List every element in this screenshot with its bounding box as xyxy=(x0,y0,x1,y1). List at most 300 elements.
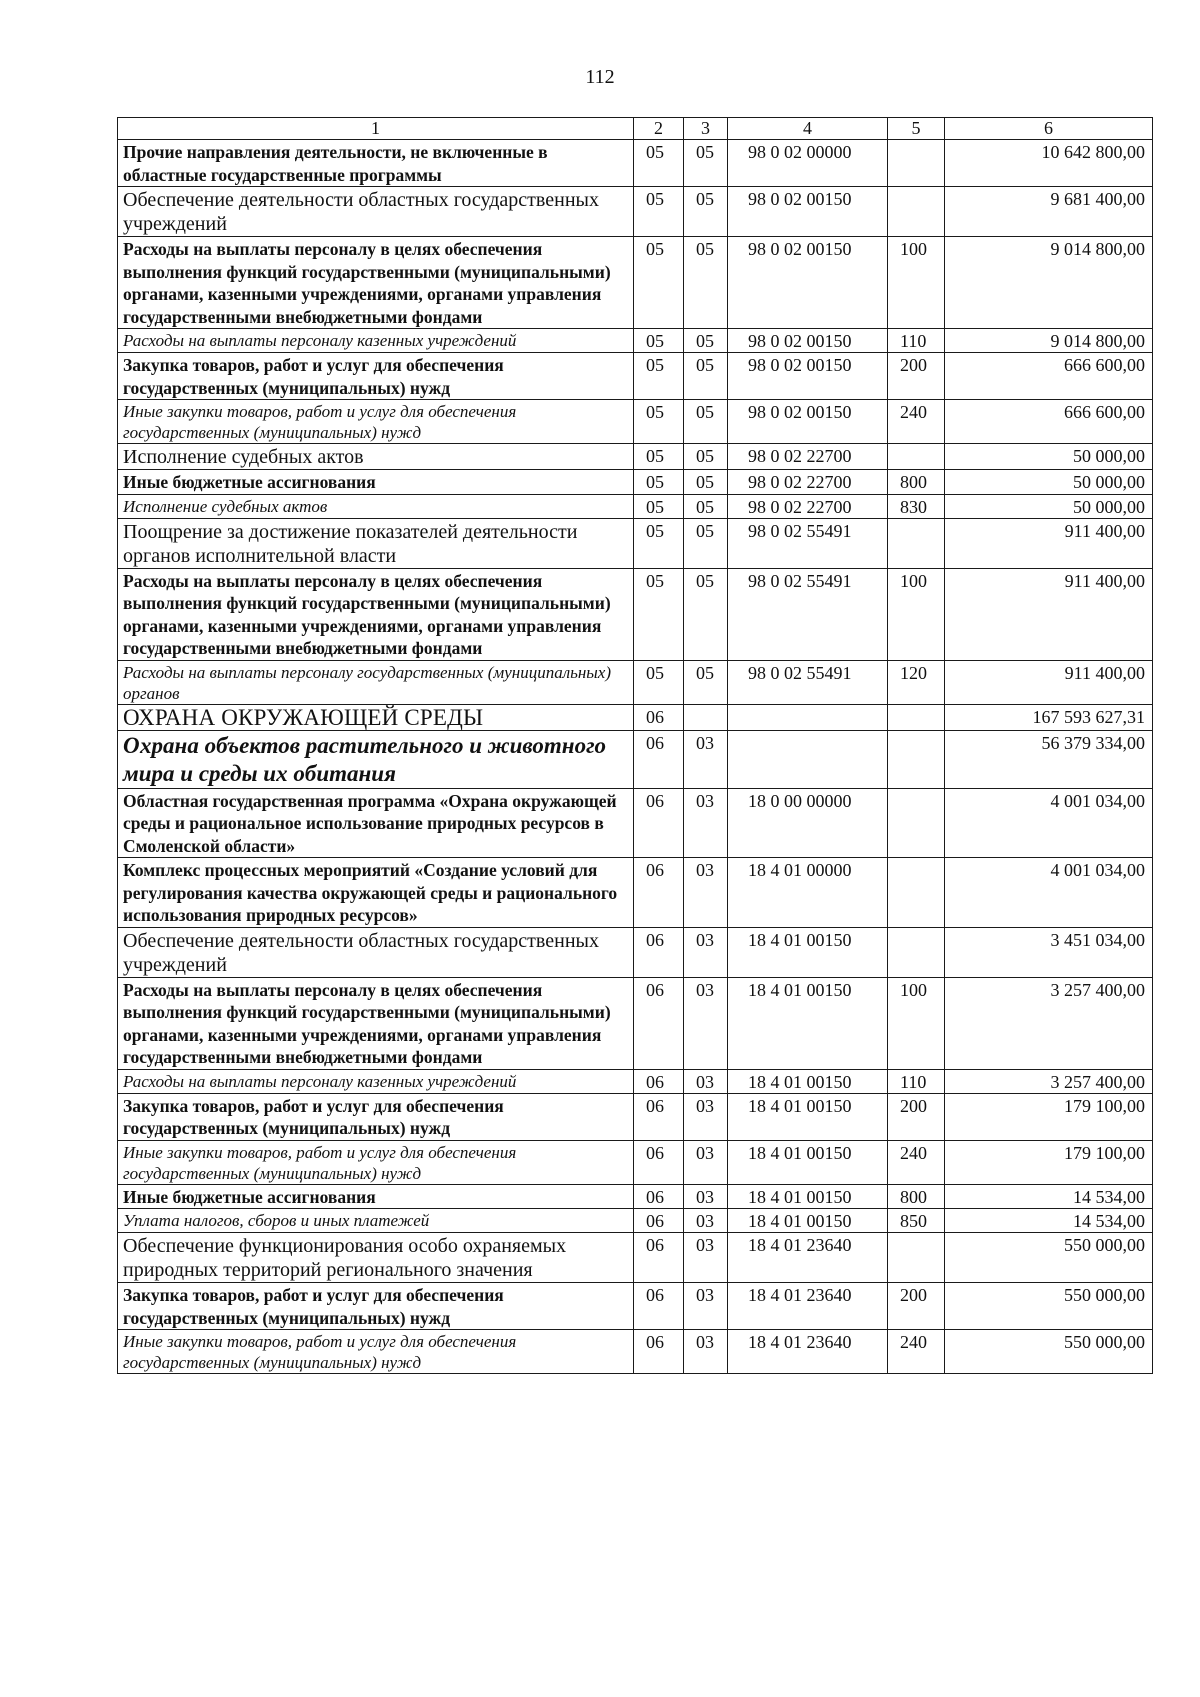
subsection-code-text: 05 xyxy=(696,331,714,351)
section-code-text: 06 xyxy=(646,1095,664,1116)
item-name-cell xyxy=(118,927,634,977)
section-code-text: 05 xyxy=(646,189,664,209)
column-header-1: 1 xyxy=(118,118,634,140)
column-header-6: 6 xyxy=(945,118,1153,140)
subsection-code-text: 03 xyxy=(696,860,714,880)
amount-text: 666 600,00 xyxy=(1064,402,1145,422)
amount-text: 179 100,00 xyxy=(1064,1095,1145,1116)
table-row xyxy=(118,730,1153,788)
section-code-text: 05 xyxy=(646,402,664,422)
table-row xyxy=(118,470,1153,495)
table-body xyxy=(118,118,1153,1374)
subsection-code-cell xyxy=(684,329,728,353)
target-article-text: 98 0 02 00150 xyxy=(748,331,852,351)
subsection-code-text: 03 xyxy=(696,790,714,811)
table-row xyxy=(118,353,1153,400)
target-article-text: 98 0 02 00150 xyxy=(748,239,852,259)
table-row xyxy=(118,1140,1153,1184)
section-code-cell xyxy=(634,1233,684,1283)
expense-type-text: 240 xyxy=(900,1332,927,1352)
table-row xyxy=(118,140,1153,187)
section-code-text: 06 xyxy=(646,1071,664,1092)
subsection-code-cell xyxy=(684,140,728,187)
subsection-code-text: 05 xyxy=(696,189,714,209)
amount-text: 9 014 800,00 xyxy=(1050,331,1145,351)
amount-cell xyxy=(945,1283,1153,1330)
section-code-cell xyxy=(634,353,684,400)
item-name-text: Расходы на выплаты персоналу в целях обеспечения выполнения функций государственными (муниципальными) органами, казенными учреждениями, органами управления государственными внебюджетными фондами xyxy=(123,239,611,327)
section-code-text: 06 xyxy=(646,1332,664,1352)
table-row xyxy=(118,1184,1153,1209)
amount-text: 4 001 034,00 xyxy=(1050,860,1145,880)
target-article-cell xyxy=(728,518,888,568)
item-name-text: Иные бюджетные ассигнования xyxy=(123,1186,376,1207)
amount-cell xyxy=(945,353,1153,400)
amount-cell xyxy=(945,329,1153,353)
section-code-text: 06 xyxy=(646,706,664,727)
section-code-cell xyxy=(634,518,684,568)
expense-type-cell xyxy=(888,1283,945,1330)
subsection-code-text: 05 xyxy=(696,446,714,466)
item-name-cell xyxy=(118,470,634,495)
subsection-code-cell xyxy=(684,1283,728,1330)
item-name-cell xyxy=(118,660,634,704)
amount-text: 911 400,00 xyxy=(1064,520,1145,541)
subsection-code-text: 05 xyxy=(696,142,714,162)
table-row xyxy=(118,329,1153,353)
section-code-cell xyxy=(634,1140,684,1184)
subsection-code-text: 03 xyxy=(696,1186,714,1207)
amount-cell xyxy=(945,470,1153,495)
item-name-cell xyxy=(118,977,634,1069)
item-name-cell xyxy=(118,1140,634,1184)
expense-type-cell xyxy=(888,730,945,788)
section-code-cell xyxy=(634,237,684,329)
item-name-text: Расходы на выплаты персоналу государственных (муниципальных) органов xyxy=(123,662,612,703)
expense-type-cell xyxy=(888,568,945,660)
expense-type-text: 200 xyxy=(900,355,927,375)
table-row xyxy=(118,1209,1153,1233)
amount-text: 550 000,00 xyxy=(1064,1285,1145,1305)
table-row xyxy=(118,788,1153,858)
target-article-text: 18 4 01 23640 xyxy=(748,1285,852,1305)
target-article-cell xyxy=(728,400,888,444)
section-code-text: 05 xyxy=(646,496,664,517)
amount-cell xyxy=(945,1209,1153,1233)
table-row xyxy=(118,660,1153,704)
expense-type-text: 110 xyxy=(900,331,927,351)
table-row xyxy=(118,1233,1153,1283)
item-name-text: Иные закупки товаров, работ и услуг для обеспечения государственных (муниципальных) нужд xyxy=(123,1142,517,1183)
target-article-text: 18 0 00 00000 xyxy=(748,790,852,811)
target-article-cell xyxy=(728,788,888,858)
expense-type-text: 240 xyxy=(900,402,927,422)
amount-cell xyxy=(945,140,1153,187)
item-name-cell xyxy=(118,788,634,858)
target-article-cell xyxy=(728,237,888,329)
expense-type-cell xyxy=(888,1093,945,1140)
subsection-code-cell xyxy=(684,400,728,444)
table-row xyxy=(118,1069,1153,1093)
target-article-cell xyxy=(728,977,888,1069)
amount-cell xyxy=(945,977,1153,1069)
section-code-text: 06 xyxy=(646,732,664,753)
item-name-cell xyxy=(118,400,634,444)
section-code-cell xyxy=(634,187,684,237)
table-row xyxy=(118,518,1153,568)
target-article-text: 18 4 01 00150 xyxy=(748,1186,852,1207)
subsection-code-cell xyxy=(684,1209,728,1233)
subsection-code-text: 03 xyxy=(696,732,714,753)
amount-text: 9 014 800,00 xyxy=(1050,239,1145,259)
table-row xyxy=(118,1093,1153,1140)
subsection-code-cell xyxy=(684,353,728,400)
target-article-text: 98 0 02 55491 xyxy=(748,662,852,683)
item-name-cell xyxy=(118,1283,634,1330)
amount-text: 56 379 334,00 xyxy=(1041,732,1145,753)
section-code-text: 06 xyxy=(646,1142,664,1163)
subsection-code-text: 03 xyxy=(696,1095,714,1116)
target-article-cell xyxy=(728,858,888,928)
target-article-text: 98 0 02 00000 xyxy=(748,142,852,162)
target-article-cell xyxy=(728,1209,888,1233)
subsection-code-cell xyxy=(684,1184,728,1209)
expense-type-cell xyxy=(888,237,945,329)
subsection-code-cell xyxy=(684,237,728,329)
subsection-code-text: 03 xyxy=(696,1285,714,1305)
section-code-cell xyxy=(634,1184,684,1209)
section-code-text: 06 xyxy=(646,1235,664,1255)
amount-cell xyxy=(945,1233,1153,1283)
expense-type-text: 850 xyxy=(900,1211,927,1231)
amount-text: 550 000,00 xyxy=(1064,1235,1145,1255)
item-name-text: Закупка товаров, работ и услуг для обеспечения государственных (муниципальных) нужд xyxy=(123,1285,504,1328)
target-article-text: 18 4 01 23640 xyxy=(748,1332,852,1352)
section-code-cell xyxy=(634,470,684,495)
section-code-text: 06 xyxy=(646,1186,664,1207)
subsection-code-text: 05 xyxy=(696,355,714,375)
amount-text: 3 257 400,00 xyxy=(1050,1071,1145,1092)
amount-cell xyxy=(945,858,1153,928)
table-row xyxy=(118,858,1153,928)
subsection-code-cell xyxy=(684,704,728,730)
section-code-text: 06 xyxy=(646,1285,664,1305)
amount-cell xyxy=(945,400,1153,444)
section-code-cell xyxy=(634,927,684,977)
section-code-text: 05 xyxy=(646,570,664,591)
subsection-code-text: 03 xyxy=(696,979,714,1000)
expense-type-cell xyxy=(888,704,945,730)
section-code-cell xyxy=(634,1069,684,1093)
item-name-text: Иные закупки товаров, работ и услуг для обеспечения государственных (муниципальных) нужд xyxy=(123,402,517,442)
section-code-cell xyxy=(634,1330,684,1374)
item-name-cell xyxy=(118,730,634,788)
section-code-cell xyxy=(634,1209,684,1233)
target-article-text: 98 0 02 00150 xyxy=(748,189,852,209)
table-row xyxy=(118,187,1153,237)
target-article-text: 18 4 01 00150 xyxy=(748,979,852,1000)
expense-type-cell xyxy=(888,400,945,444)
amount-cell xyxy=(945,494,1153,518)
expense-type-cell xyxy=(888,977,945,1069)
amount-text: 911 400,00 xyxy=(1064,570,1145,591)
expense-type-text: 110 xyxy=(900,1071,927,1092)
item-name-text: Обеспечение деятельности областных государственных учреждений xyxy=(123,189,599,235)
item-name-text: Комплекс процессных мероприятий «Создание условий для регулирования качества окружающей среды и рационального использования природных ресурсов» xyxy=(123,860,618,925)
target-article-text: 18 4 01 00150 xyxy=(748,1142,852,1163)
subsection-code-cell xyxy=(684,470,728,495)
expense-type-text: 100 xyxy=(900,979,927,1000)
expense-type-cell xyxy=(888,1140,945,1184)
subsection-code-text: 03 xyxy=(696,1142,714,1163)
target-article-cell xyxy=(728,704,888,730)
target-article-cell xyxy=(728,1184,888,1209)
amount-cell xyxy=(945,187,1153,237)
target-article-text: 98 0 02 00150 xyxy=(748,355,852,375)
section-code-text: 06 xyxy=(646,790,664,811)
amount-text: 50 000,00 xyxy=(1073,496,1145,517)
target-article-cell xyxy=(728,927,888,977)
expense-type-cell xyxy=(888,660,945,704)
item-name-text: Расходы на выплаты персоналу в целях обеспечения выполнения функций государственными (муниципальными) органами, казенными учреждениями, органами управления государственными внебюджетными фондами xyxy=(123,979,611,1067)
expense-type-cell xyxy=(888,353,945,400)
subsection-code-cell xyxy=(684,977,728,1069)
subsection-code-text: 05 xyxy=(696,662,714,683)
amount-text: 179 100,00 xyxy=(1064,1142,1145,1163)
subsection-code-text: 03 xyxy=(696,1332,714,1352)
amount-cell xyxy=(945,730,1153,788)
item-name-text: Областная государственная программа «Охрана окружающей среды и рациональное использование природных ресурсов в Смоленской области» xyxy=(123,790,617,856)
target-article-text: 98 0 02 55491 xyxy=(748,520,852,541)
section-code-text: 06 xyxy=(646,929,664,950)
table-header-row xyxy=(118,118,1153,140)
expense-type-text: 200 xyxy=(900,1285,927,1305)
expense-type-cell xyxy=(888,1330,945,1374)
subsection-code-text: 03 xyxy=(696,929,714,950)
expense-type-text: 240 xyxy=(900,1142,927,1163)
item-name-cell xyxy=(118,187,634,237)
budget-table xyxy=(117,117,1153,1374)
expense-type-cell xyxy=(888,927,945,977)
section-code-text: 05 xyxy=(646,355,664,375)
section-code-cell xyxy=(634,858,684,928)
expense-type-cell xyxy=(888,187,945,237)
section-code-cell xyxy=(634,329,684,353)
target-article-cell xyxy=(728,1283,888,1330)
item-name-text: Закупка товаров, работ и услуг для обеспечения государственных (муниципальных) нужд xyxy=(123,1095,504,1138)
item-name-cell xyxy=(118,858,634,928)
target-article-text: 18 4 01 00150 xyxy=(748,1071,852,1092)
target-article-text: 98 0 02 22700 xyxy=(748,496,852,517)
table-row xyxy=(118,704,1153,730)
item-name-cell xyxy=(118,494,634,518)
amount-cell xyxy=(945,927,1153,977)
section-code-text: 06 xyxy=(646,860,664,880)
item-name-cell xyxy=(118,353,634,400)
item-name-text: Иные бюджетные ассигнования xyxy=(123,472,376,492)
target-article-text: 18 4 01 00150 xyxy=(748,1211,852,1231)
expense-type-cell xyxy=(888,140,945,187)
column-header-3: 3 xyxy=(684,118,728,140)
table-row xyxy=(118,444,1153,470)
section-code-cell xyxy=(634,568,684,660)
subsection-code-cell xyxy=(684,927,728,977)
amount-text: 911 400,00 xyxy=(1064,662,1145,683)
amount-text: 3 451 034,00 xyxy=(1050,929,1145,950)
amount-text: 3 257 400,00 xyxy=(1050,979,1145,1000)
table-row xyxy=(118,1330,1153,1374)
expense-type-cell xyxy=(888,788,945,858)
expense-type-cell xyxy=(888,1069,945,1093)
section-code-cell xyxy=(634,977,684,1069)
item-name-cell xyxy=(118,444,634,470)
amount-cell xyxy=(945,568,1153,660)
target-article-text: 98 0 02 00150 xyxy=(748,402,852,422)
amount-text: 10 642 800,00 xyxy=(1041,142,1145,162)
target-article-cell xyxy=(728,660,888,704)
amount-cell xyxy=(945,1184,1153,1209)
target-article-cell xyxy=(728,140,888,187)
item-name-cell xyxy=(118,329,634,353)
section-code-cell xyxy=(634,788,684,858)
amount-cell xyxy=(945,788,1153,858)
amount-cell xyxy=(945,704,1153,730)
table-row xyxy=(118,977,1153,1069)
item-name-text: Расходы на выплаты персоналу в целях обеспечения выполнения функций государственными (муниципальными) органами, казенными учреждениями, органами управления государственными внебюджетными фондами xyxy=(123,570,611,658)
amount-text: 50 000,00 xyxy=(1073,472,1145,492)
target-article-cell xyxy=(728,1233,888,1283)
subsection-code-text: 05 xyxy=(696,472,714,492)
section-code-text: 05 xyxy=(646,331,664,351)
amount-text: 666 600,00 xyxy=(1064,355,1145,375)
subsection-code-cell xyxy=(684,518,728,568)
section-code-text: 05 xyxy=(646,239,664,259)
subsection-code-cell xyxy=(684,444,728,470)
item-name-cell xyxy=(118,140,634,187)
target-article-cell xyxy=(728,353,888,400)
target-article-cell xyxy=(728,1140,888,1184)
expense-type-text: 100 xyxy=(900,570,927,591)
amount-cell xyxy=(945,1093,1153,1140)
expense-type-text: 830 xyxy=(900,496,927,517)
subsection-code-text: 05 xyxy=(696,570,714,591)
target-article-cell xyxy=(728,444,888,470)
subsection-code-cell xyxy=(684,494,728,518)
section-code-cell xyxy=(634,730,684,788)
amount-cell xyxy=(945,660,1153,704)
target-article-cell xyxy=(728,329,888,353)
expense-type-cell xyxy=(888,518,945,568)
item-name-text: Обеспечение деятельности областных государственных учреждений xyxy=(123,929,599,976)
subsection-code-cell xyxy=(684,730,728,788)
subsection-code-cell xyxy=(684,1140,728,1184)
target-article-cell xyxy=(728,1069,888,1093)
amount-cell xyxy=(945,518,1153,568)
subsection-code-cell xyxy=(684,788,728,858)
expense-type-cell xyxy=(888,470,945,495)
item-name-text: ОХРАНА ОКРУЖАЮЩЕЙ СРЕДЫ xyxy=(123,704,484,730)
item-name-cell xyxy=(118,518,634,568)
expense-type-cell xyxy=(888,1233,945,1283)
subsection-code-cell xyxy=(684,858,728,928)
item-name-text: Обеспечение функционирования особо охраняемых природных территорий регионального значения xyxy=(123,1235,567,1281)
page-number: 112 xyxy=(585,66,615,88)
target-article-cell xyxy=(728,470,888,495)
table-row xyxy=(118,568,1153,660)
amount-text: 4 001 034,00 xyxy=(1050,790,1145,811)
amount-text: 50 000,00 xyxy=(1073,446,1145,466)
section-code-cell xyxy=(634,400,684,444)
section-code-cell xyxy=(634,140,684,187)
subsection-code-text: 05 xyxy=(696,402,714,422)
target-article-cell xyxy=(728,1093,888,1140)
amount-cell xyxy=(945,237,1153,329)
amount-text: 14 534,00 xyxy=(1073,1186,1145,1207)
section-code-text: 05 xyxy=(646,472,664,492)
amount-text: 14 534,00 xyxy=(1073,1211,1145,1231)
expense-type-cell xyxy=(888,858,945,928)
expense-type-cell xyxy=(888,1209,945,1233)
target-article-text: 98 0 02 22700 xyxy=(748,446,852,466)
subsection-code-text: 03 xyxy=(696,1235,714,1255)
item-name-text: Расходы на выплаты персоналу казенных учреждений xyxy=(123,331,517,350)
expense-type-text: 120 xyxy=(900,662,927,683)
section-code-cell xyxy=(634,660,684,704)
subsection-code-text: 05 xyxy=(696,496,714,517)
subsection-code-text: 05 xyxy=(696,239,714,259)
item-name-text: Закупка товаров, работ и услуг для обеспечения государственных (муниципальных) нужд xyxy=(123,355,504,398)
amount-cell xyxy=(945,444,1153,470)
subsection-code-cell xyxy=(684,187,728,237)
subsection-code-cell xyxy=(684,1330,728,1374)
expense-type-text: 800 xyxy=(900,1186,927,1207)
amount-text: 9 681 400,00 xyxy=(1050,189,1145,209)
table-row xyxy=(118,400,1153,444)
table-row xyxy=(118,927,1153,977)
item-name-text: Уплата налогов, сборов и иных платежей xyxy=(123,1211,430,1230)
target-article-cell xyxy=(728,494,888,518)
item-name-cell xyxy=(118,704,634,730)
item-name-cell xyxy=(118,1209,634,1233)
target-article-text: 18 4 01 00150 xyxy=(748,929,852,950)
target-article-cell xyxy=(728,187,888,237)
item-name-cell xyxy=(118,568,634,660)
target-article-text: 18 4 01 23640 xyxy=(748,1235,852,1255)
subsection-code-cell xyxy=(684,568,728,660)
expense-type-text: 100 xyxy=(900,239,927,259)
item-name-text: Прочие направления деятельности, не включенные в областные государственные программы xyxy=(123,142,548,185)
subsection-code-text: 03 xyxy=(696,1211,714,1231)
item-name-text: Расходы на выплаты персоналу казенных учреждений xyxy=(123,1071,517,1091)
item-name-text: Поощрение за достижение показателей деятельности органов исполнительной власти xyxy=(123,520,578,567)
section-code-cell xyxy=(634,444,684,470)
section-code-cell xyxy=(634,704,684,730)
target-article-text: 98 0 02 22700 xyxy=(748,472,852,492)
target-article-cell xyxy=(728,568,888,660)
amount-cell xyxy=(945,1330,1153,1374)
item-name-text: Исполнение судебных актов xyxy=(123,446,364,468)
subsection-code-text: 05 xyxy=(696,520,714,541)
target-article-text: 18 4 01 00000 xyxy=(748,860,852,880)
expense-type-cell xyxy=(888,494,945,518)
expense-type-cell xyxy=(888,329,945,353)
item-name-cell xyxy=(118,1093,634,1140)
item-name-cell xyxy=(118,1330,634,1374)
item-name-text: Иные закупки товаров, работ и услуг для обеспечения государственных (муниципальных) нужд xyxy=(123,1332,517,1372)
target-article-text: 18 4 01 00150 xyxy=(748,1095,852,1116)
item-name-cell xyxy=(118,1184,634,1209)
column-header-4: 4 xyxy=(728,118,888,140)
